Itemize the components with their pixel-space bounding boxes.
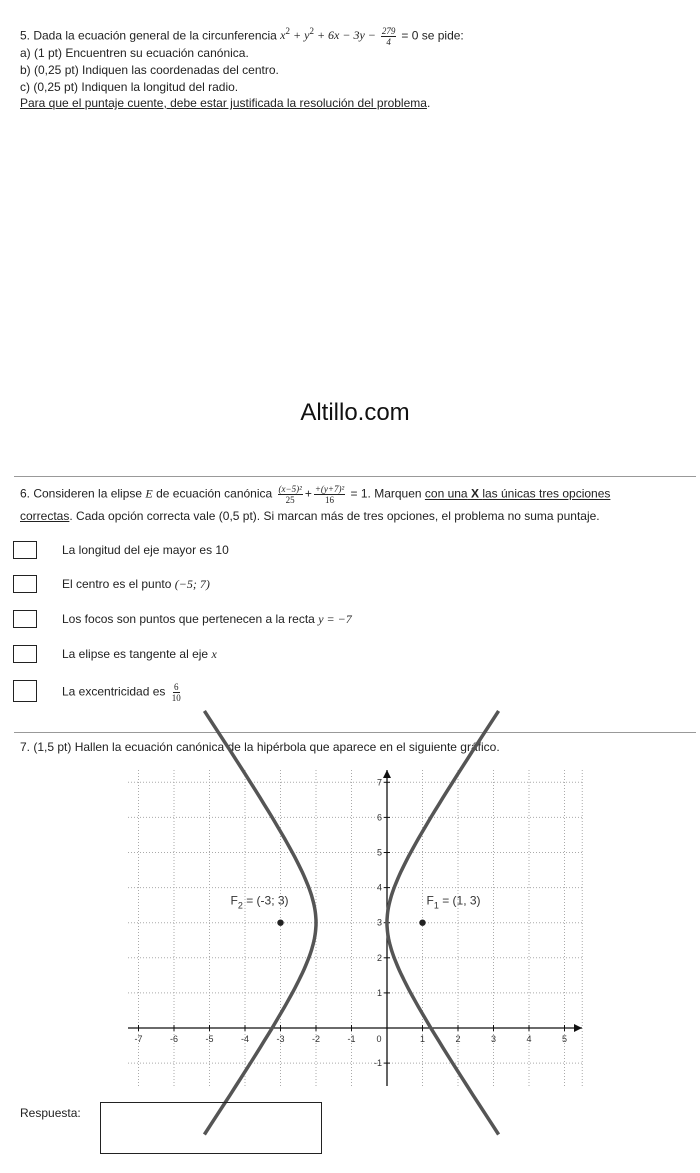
q5-equation: $x^2 + y^2 + 6x - 3y$ − $\frac{279}{4}$ [280, 26, 396, 47]
q5-part-a: a) (1 pt) Encuentren su ecuación canónica. [20, 46, 249, 60]
answer-label: Respuesta: [20, 1106, 81, 1120]
altillo-watermark: Altillo.com [300, 399, 410, 426]
foci-points [231, 894, 481, 926]
option-5-label: La excentricidad es $\frac{6}{10}$ [62, 682, 181, 703]
q6-statement-cont: correctas. Cada opción correcta vale (0,5 pt). Si marcan más de tres opciones, el problema no suma puntaje. [20, 509, 600, 523]
y-tick-label: 6 [376, 812, 382, 823]
q5-part-b: b) (0,25 pt) Indiquen las coordenadas del centro. [20, 63, 279, 77]
focus-label: $F_2 = (-3$; 3) [230, 893, 289, 911]
q5-justification-note: Para que el puntaje cuente, debe estar justificada la resolución del problema. [20, 96, 431, 110]
x-tick-label: -5 [205, 1034, 214, 1044]
x-tick-label: -6 [169, 1034, 179, 1044]
x-tick-label: 1 [419, 1034, 426, 1044]
x-tick-label: 5 [561, 1034, 568, 1044]
y-tick-label: 3 [376, 917, 382, 928]
focus-label: $F_1 = (1$, 3) [426, 893, 481, 911]
x-tick-label: -7 [134, 1034, 143, 1044]
x-tick-label: 2 [455, 1034, 461, 1044]
option-1-label: La longitud del eje mayor es 10 [62, 543, 229, 557]
focus-point [277, 920, 283, 926]
x-tick-label: -4 [240, 1034, 250, 1044]
option-2-label: El centro es el punto (−5; 7) [62, 577, 210, 591]
x-tick-label: -2 [311, 1034, 321, 1044]
y-tick-label: 2 [376, 952, 382, 963]
q5-intro: 5. Dada la ecuación general de la circunferencia [20, 28, 277, 43]
q6-fraction-y: $\frac{\text{+(y+7)²}}{16}$ [314, 484, 345, 505]
y-tick-label: 4 [376, 882, 382, 893]
option-3-label: Los focos son puntos que pertenecen a la recta y = −7 [62, 612, 352, 626]
y-tick-label: 1 [376, 987, 382, 998]
y-tick-label: 7 [376, 777, 382, 788]
x-tick-label: 3 [490, 1034, 497, 1044]
option-4-label: La elipse es tangente al eje x [62, 647, 217, 661]
x-tick-label: 0 [376, 1034, 382, 1044]
q7-statement: 7. (1,5 pt) Hallen la ecuación canónica de la hipérbola que aparece en el siguiente gráfico. [20, 740, 500, 754]
x-tick-label: 4 [526, 1034, 532, 1044]
q5-part-c: c) (0,25 pt) Indiquen la longitud del radio. [20, 80, 239, 94]
y-axis-arrow [383, 770, 391, 778]
x-tick-label: -3 [276, 1034, 285, 1044]
answer-box[interactable] [100, 1102, 322, 1154]
x-tick-label: -1 [347, 1034, 356, 1044]
x-axis-arrow [574, 1024, 582, 1032]
hyperbola-right-branch [387, 711, 499, 1135]
y-tick-label: -1 [373, 1058, 382, 1069]
q6-statement: 6. Consideren la elipse E de ecuación canónica $\frac{\text{(x−5)²}}{25}$ + $\frac{\text{+(y+7)²}}{16}$ = 1. Marquen con una X las únicas tres opciones [20, 484, 611, 505]
q6-fraction-x: $\frac{\text{(x−5)²}}{25}$ [278, 484, 302, 505]
focus-point [419, 920, 425, 926]
y-tick-label: 5 [376, 847, 382, 858]
q5-equation-end: = 0 se pide: [401, 28, 464, 43]
